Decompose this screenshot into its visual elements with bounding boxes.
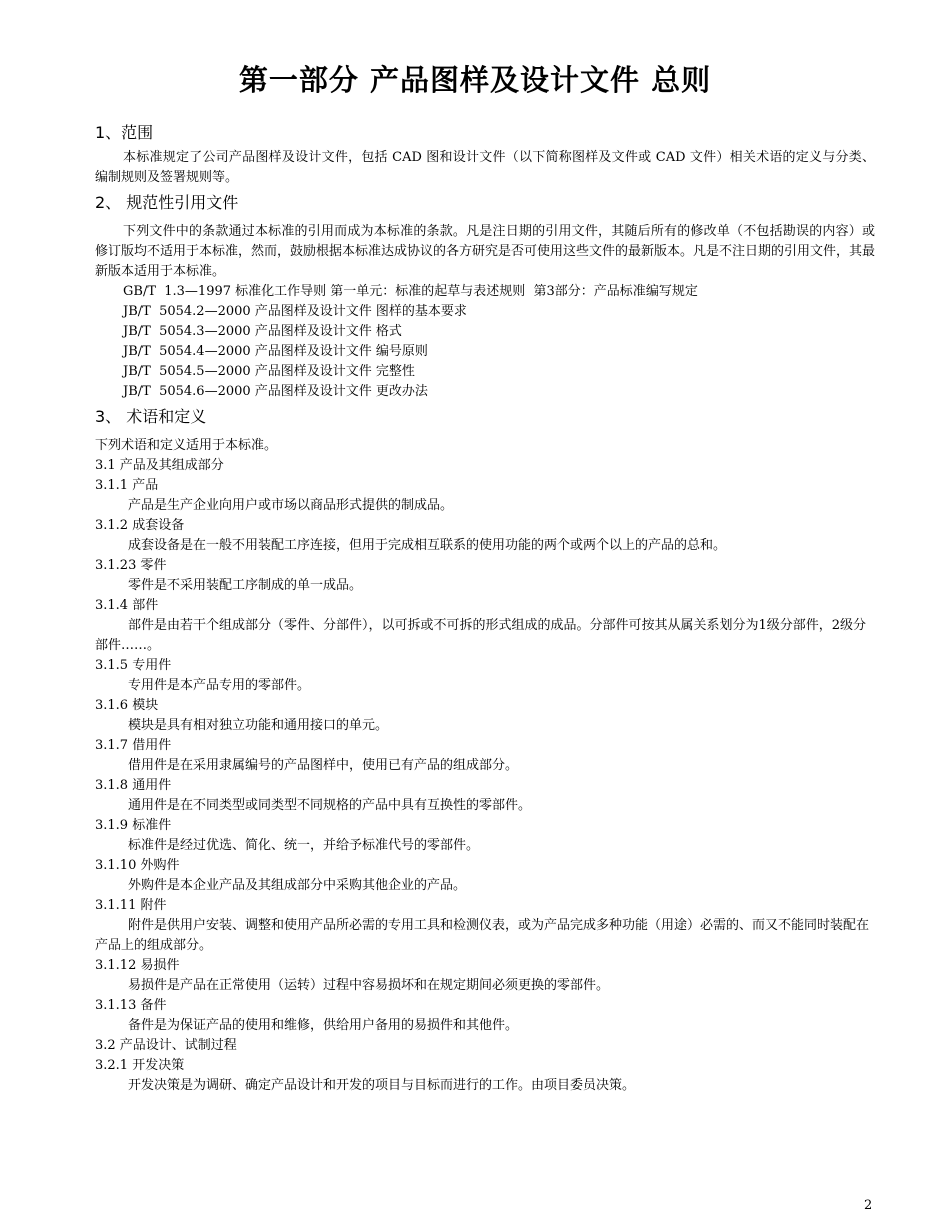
term-definition: 通用件是在不同类型或同类型不同规格的产品中具有互换性的零部件。 — [128, 798, 532, 813]
section-1-text: 本标准规定了公司产品图样及设计文件，包括 CAD 图和设计文件（以下简称图样及文件或 CAD 文件）相关术语的定义与分类、编制规则及签署规则等。 — [95, 150, 875, 185]
term-definition: 专用件是本产品专用的零部件。 — [128, 678, 311, 693]
reference-item: JB/T 5054.2—2000 产品图样及设计文件 图样的基本要求 — [123, 304, 467, 319]
term-heading: 3.1.12 易损件 — [95, 958, 180, 973]
term-heading: 3.1.5 专用件 — [95, 658, 172, 673]
term-definition: 零件是不采用装配工序制成的单一成品。 — [128, 578, 363, 593]
term-definition: 借用件是在采用隶属编号的产品图样中，使用已有产品的组成部分。 — [128, 758, 519, 773]
term-heading: 3.1.6 模块 — [95, 698, 159, 713]
term-heading: 3.1.2 成套设备 — [95, 518, 185, 533]
section-2-heading: 2、 规范性引用文件 — [95, 193, 239, 212]
term-heading: 3.1.9 标准件 — [95, 818, 172, 833]
term-definition: 易损件是产品在正常使用（运转）过程中容易损坏和在规定期间必须更换的零部件。 — [128, 978, 610, 993]
subsection-heading: 3.2 产品设计、试制过程 — [95, 1038, 237, 1053]
document-body — [95, 122, 875, 1096]
reference-item: JB/T 5054.5—2000 产品图样及设计文件 完整性 — [123, 364, 415, 379]
term-heading: 3.1.10 外购件 — [95, 858, 180, 873]
reference-item: GB/T 1.3—1997 标准化工作导则 第一单元：标准的起草与表述规则 第3部分：产品标准编写规定 — [123, 284, 698, 299]
term-definition: 部件是由若干个组成部分（零件、分部件），以可拆或不可拆的形式组成的成品。分部件可按其从属关系划分为1级分部件，2级分部件……。 — [95, 618, 867, 653]
section-2-text: 下列文件中的条款通过本标准的引用而成为本标准的条款。凡是注日期的引用文件，其随后所有的修改单（不包括勘误的内容）或修订版均不适用于本标准，然而，鼓励根据本标准达成协议的各方研究是否可使用这些文件的最新版本。凡是不注日期的引用文件，其最新版本适用于本标准。 — [95, 224, 876, 279]
section-3-heading: 3、 术语和定义 — [95, 407, 207, 426]
term-heading: 3.1.8 通用件 — [95, 778, 172, 793]
section-3-intro: 下列术语和定义适用于本标准。 — [95, 438, 278, 453]
reference-item: JB/T 5054.6—2000 产品图样及设计文件 更改办法 — [123, 384, 428, 399]
term-definition: 外购件是本企业产品及其组成部分中采购其他企业的产品。 — [128, 878, 467, 893]
page-title: 第一部分 产品图样及设计文件 总则 — [238, 63, 712, 97]
term-heading: 3.1.4 部件 — [95, 598, 159, 613]
reference-item: JB/T 5054.3—2000 产品图样及设计文件 格式 — [123, 324, 402, 339]
term-heading: 3.1.11 附件 — [95, 898, 167, 913]
term-definition: 附件是供用户安装、调整和使用产品所必需的专用工具和检测仪表，或为产品完成多种功能（用途）必需的、而又不能同时装配在产品上的组成部分。 — [95, 918, 870, 953]
term-definition: 标准件是经过优选、简化、统一，并给予标准代号的零部件。 — [128, 838, 480, 853]
term-definition: 产品是生产企业向用户或市场以商品形式提供的制成品。 — [128, 498, 454, 513]
term-heading: 3.1.23 零件 — [95, 558, 167, 573]
term-heading: 3.1.1 产品 — [95, 478, 159, 493]
subsection-heading: 3.1 产品及其组成部分 — [95, 458, 224, 473]
term-heading: 3.1.7 借用件 — [95, 738, 172, 753]
term-definition: 成套设备是在一般不用装配工序连接，但用于完成相互联系的使用功能的两个或两个以上的产品的总和。 — [128, 538, 727, 553]
term-heading: 3.2.1 开发决策 — [95, 1058, 185, 1073]
term-definition: 模块是具有相对独立功能和通用接口的单元。 — [128, 718, 389, 733]
reference-item: JB/T 5054.4—2000 产品图样及设计文件 编号原则 — [123, 344, 428, 359]
term-heading: 3.1.13 备件 — [95, 998, 167, 1013]
term-definition: 开发决策是为调研、确定产品设计和开发的项目与目标而进行的工作。由项目委员决策。 — [128, 1078, 636, 1093]
page-number: 2 — [864, 1198, 873, 1213]
term-definition: 备件是为保证产品的使用和维修，供给用户备用的易损件和其他件。 — [128, 1018, 519, 1033]
section-1-heading: 1、范围 — [95, 123, 154, 142]
